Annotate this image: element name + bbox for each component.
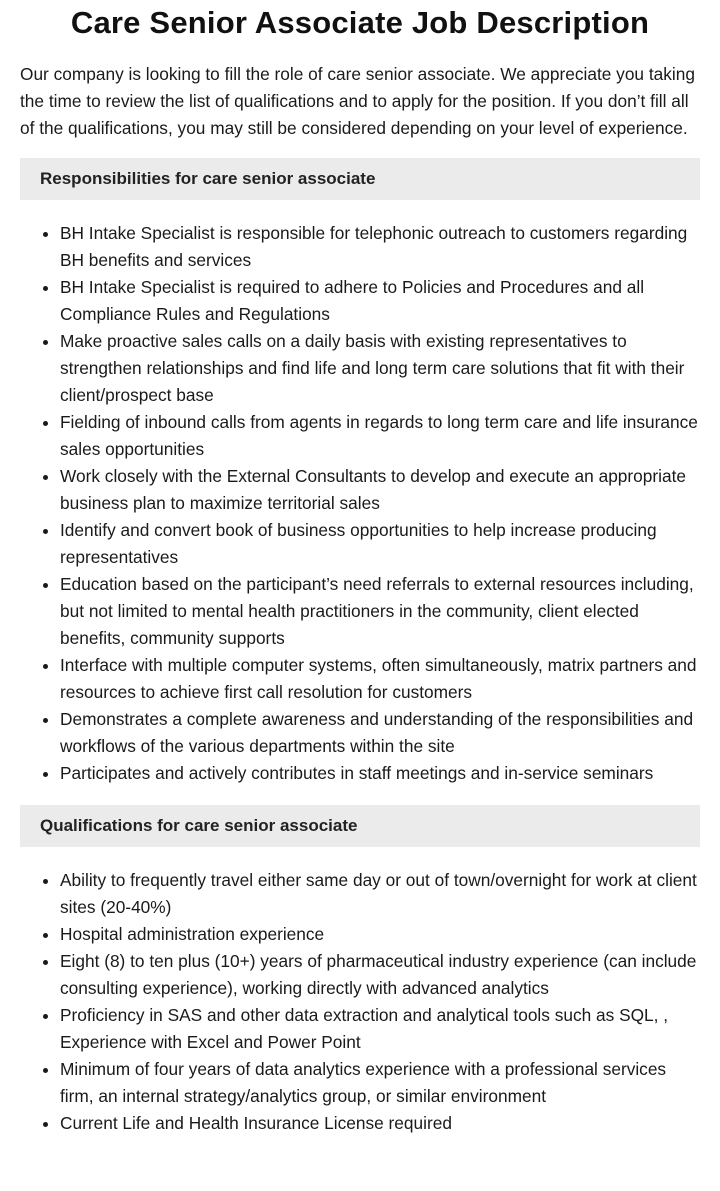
intro-paragraph: Our company is looking to fill the role of care senior associate. We appreciate you taking the time to review the list of qualifications and to apply for the position. If you don’t fill all of the qualifications, you may still be considered depending on your level of experience. <box>20 64 695 138</box>
list-item: • BH Intake Specialist is required to adhere to Policies and Procedures and all Compliance Rules and Regulations <box>60 274 700 328</box>
page-title: Care Senior Associate Job Description <box>70 5 650 40</box>
qualifications-list <box>20 867 700 1137</box>
list-item: • BH Intake Specialist is responsible for telephonic outreach to customers regarding BH benefits and services <box>60 220 700 274</box>
responsibilities-list <box>20 220 700 787</box>
list-item: • Proficiency in SAS and other data extraction and analytical tools such as SQL, , Experience with Excel and Power Point <box>60 1002 700 1056</box>
list-item: • Education based on the participant’s need referrals to external resources including, but not limited to mental health practitioners in the community, client elected benefits, community supports <box>60 571 700 652</box>
list-item: • Make proactive sales calls on a daily basis with existing representatives to strengthen relationships and find life and long term care solutions that fit with their client/prospect base <box>60 328 700 409</box>
list-item: • Fielding of inbound calls from agents in regards to long term care and life insurance sales opportunities <box>60 409 700 463</box>
list-item: • Participates and actively contributes in staff meetings and in-service seminars <box>60 760 700 787</box>
qualifications-heading: Qualifications for care senior associate <box>20 805 700 847</box>
list-item: • Work closely with the External Consultants to develop and execute an appropriate business plan to maximize territorial sales <box>60 463 700 517</box>
list-item: • Minimum of four years of data analytics experience with a professional services firm, an internal strategy/analytics group, or similar environment <box>60 1056 700 1110</box>
responsibilities-heading: Responsibilities for care senior associate <box>20 158 700 200</box>
list-item: • Ability to frequently travel either same day or out of town/overnight for work at client sites (20-40%) <box>60 867 700 921</box>
list-item: • Identify and convert book of business opportunities to help increase producing representatives <box>60 517 700 571</box>
list-item: • Interface with multiple computer systems, often simultaneously, matrix partners and resources to achieve first call resolution for customers <box>60 652 700 706</box>
list-item: • Hospital administration experience <box>60 921 700 948</box>
list-item: • Eight (8) to ten plus (10+) years of pharmaceutical industry experience (can include consulting experience), working directly with advanced analytics <box>60 948 700 1002</box>
list-item: • Current Life and Health Insurance License required <box>60 1110 700 1137</box>
list-item: • Demonstrates a complete awareness and understanding of the responsibilities and workflows of the various departments within the site <box>60 706 700 760</box>
